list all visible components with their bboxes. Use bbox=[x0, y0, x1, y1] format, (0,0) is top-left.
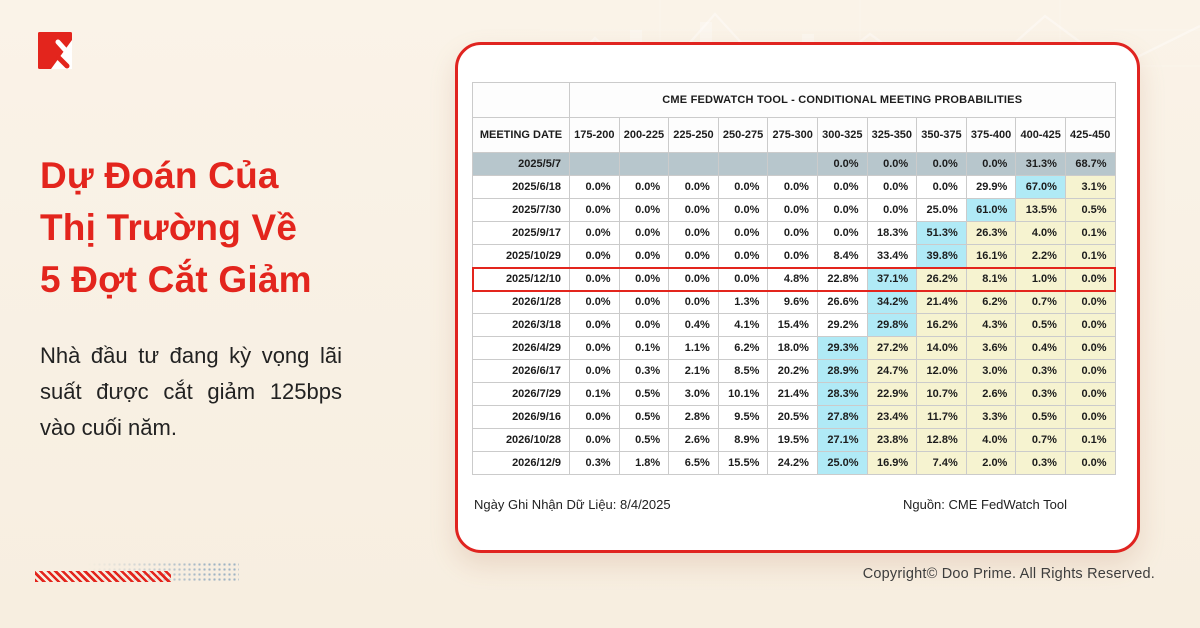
probability-cell: 0.3% bbox=[1016, 360, 1066, 383]
probability-cell: 0.0% bbox=[669, 222, 719, 245]
probability-cell: 21.4% bbox=[768, 383, 818, 406]
probability-cell: 0.0% bbox=[570, 268, 620, 291]
probability-cell: 0.0% bbox=[817, 199, 867, 222]
probability-cell: 26.3% bbox=[966, 222, 1016, 245]
table-row bbox=[473, 429, 1116, 452]
probability-cell: 0.1% bbox=[1065, 222, 1115, 245]
table-row bbox=[473, 176, 1116, 199]
meeting-date-cell: 2025/12/10 bbox=[473, 268, 570, 291]
probability-cell: 0.0% bbox=[570, 429, 620, 452]
meeting-date-cell: 2025/6/18 bbox=[473, 176, 570, 199]
probability-cell: 3.1% bbox=[1065, 176, 1115, 199]
probability-cell: 0.0% bbox=[570, 222, 620, 245]
probability-cell: 0.0% bbox=[570, 199, 620, 222]
probability-cell: 28.9% bbox=[817, 360, 867, 383]
probability-cell: 0.0% bbox=[1065, 268, 1115, 291]
probability-cell: 0.1% bbox=[1065, 245, 1115, 268]
page-title bbox=[40, 150, 385, 305]
title-line-2: Thị Trường Về bbox=[40, 206, 298, 248]
probability-cell: 0.0% bbox=[570, 337, 620, 360]
probability-cell: 16.9% bbox=[867, 452, 917, 475]
copyright-text: Copyright© Doo Prime. All Rights Reserved. bbox=[862, 566, 1155, 582]
probability-cell bbox=[619, 153, 669, 176]
table-row bbox=[473, 337, 1116, 360]
probability-cell: 0.1% bbox=[619, 337, 669, 360]
probability-cell: 24.7% bbox=[867, 360, 917, 383]
table-row bbox=[473, 406, 1116, 429]
probability-cell: 68.7% bbox=[1065, 153, 1115, 176]
probability-cell: 0.0% bbox=[867, 199, 917, 222]
probability-cell: 37.1% bbox=[867, 268, 917, 291]
probability-cell: 26.2% bbox=[917, 268, 967, 291]
probability-cell: 27.2% bbox=[867, 337, 917, 360]
probability-cell: 12.0% bbox=[917, 360, 967, 383]
probability-cell: 0.0% bbox=[718, 245, 768, 268]
probability-cell: 39.8% bbox=[917, 245, 967, 268]
probability-cell: 23.4% bbox=[867, 406, 917, 429]
meeting-date-cell: 2026/9/16 bbox=[473, 406, 570, 429]
probability-cell: 9.6% bbox=[768, 291, 818, 314]
range-header-row bbox=[473, 118, 1116, 153]
probability-cell: 3.6% bbox=[966, 337, 1016, 360]
probability-cell: 0.7% bbox=[1016, 429, 1066, 452]
probability-cell: 0.0% bbox=[619, 268, 669, 291]
probability-cell: 0.7% bbox=[1016, 291, 1066, 314]
probability-cell: 0.0% bbox=[619, 222, 669, 245]
probability-cell: 0.0% bbox=[1065, 314, 1115, 337]
probability-cell: 0.0% bbox=[718, 222, 768, 245]
probability-cell: 0.0% bbox=[768, 222, 818, 245]
probability-cell: 0.3% bbox=[1016, 452, 1066, 475]
doo-prime-logo-icon bbox=[38, 32, 74, 71]
rate-range-header: 225-250 bbox=[669, 118, 719, 153]
probability-cell: 25.0% bbox=[817, 452, 867, 475]
probability-cell: 6.5% bbox=[669, 452, 719, 475]
fedwatch-card bbox=[455, 42, 1140, 553]
probability-cell: 0.0% bbox=[718, 199, 768, 222]
probability-cell: 0.0% bbox=[917, 176, 967, 199]
probability-cell: 4.1% bbox=[718, 314, 768, 337]
probability-cell: 26.6% bbox=[817, 291, 867, 314]
probability-cell: 8.5% bbox=[718, 360, 768, 383]
probability-cell: 1.1% bbox=[669, 337, 719, 360]
meeting-date-cell: 2025/10/29 bbox=[473, 245, 570, 268]
rate-range-header: 400-425 bbox=[1016, 118, 1066, 153]
meeting-date-cell: 2026/1/28 bbox=[473, 291, 570, 314]
meeting-date-cell: 2026/7/29 bbox=[473, 383, 570, 406]
probability-cell: 0.1% bbox=[570, 383, 620, 406]
probability-cell: 2.6% bbox=[966, 383, 1016, 406]
probability-cell: 1.8% bbox=[619, 452, 669, 475]
probability-cell: 8.4% bbox=[817, 245, 867, 268]
probability-cell: 0.5% bbox=[1016, 406, 1066, 429]
bottom-left-decoration bbox=[35, 560, 245, 586]
probability-cell: 4.8% bbox=[768, 268, 818, 291]
probability-cell: 8.1% bbox=[966, 268, 1016, 291]
probability-cell: 0.0% bbox=[718, 176, 768, 199]
meeting-date-cell: 2026/6/17 bbox=[473, 360, 570, 383]
probability-cell: 0.0% bbox=[669, 245, 719, 268]
probability-cell: 0.0% bbox=[917, 153, 967, 176]
meeting-date-cell: 2025/9/17 bbox=[473, 222, 570, 245]
probability-cell: 20.5% bbox=[768, 406, 818, 429]
probability-cell: 0.0% bbox=[669, 199, 719, 222]
rate-range-header: 175-200 bbox=[570, 118, 620, 153]
probability-cell: 22.8% bbox=[817, 268, 867, 291]
probability-cell: 34.2% bbox=[867, 291, 917, 314]
probability-cell: 0.0% bbox=[1065, 337, 1115, 360]
probability-cell: 0.0% bbox=[669, 176, 719, 199]
probability-cell: 0.3% bbox=[619, 360, 669, 383]
probability-cell: 0.0% bbox=[619, 176, 669, 199]
rate-range-header: 200-225 bbox=[619, 118, 669, 153]
probability-cell: 18.0% bbox=[768, 337, 818, 360]
rate-range-header: 425-450 bbox=[1065, 118, 1115, 153]
data-record-date-label: Ngày Ghi Nhận Dữ Liệu: 8/4/2025 bbox=[474, 497, 671, 512]
probability-cell: 0.0% bbox=[768, 245, 818, 268]
probability-cell: 0.1% bbox=[1065, 429, 1115, 452]
probability-cell: 0.4% bbox=[669, 314, 719, 337]
probability-cell: 0.0% bbox=[817, 153, 867, 176]
probability-cell: 0.0% bbox=[570, 176, 620, 199]
table-row bbox=[473, 383, 1116, 406]
title-line-1: Dự Đoán Của bbox=[40, 155, 279, 196]
rate-range-header: 375-400 bbox=[966, 118, 1016, 153]
probability-cell: 0.0% bbox=[768, 176, 818, 199]
page-subtitle: Nhà đầu tư đang kỳ vọng lãi suất được cắt giảm 125bps vào cuối năm. bbox=[40, 343, 342, 441]
probability-cell: 0.0% bbox=[1065, 360, 1115, 383]
probability-cell: 15.5% bbox=[718, 452, 768, 475]
probability-cell: 3.0% bbox=[966, 360, 1016, 383]
probability-cell: 22.9% bbox=[867, 383, 917, 406]
table-row bbox=[473, 199, 1116, 222]
probability-cell bbox=[570, 153, 620, 176]
probability-cell: 0.0% bbox=[1065, 406, 1115, 429]
rate-range-header: 300-325 bbox=[817, 118, 867, 153]
probability-cell: 23.8% bbox=[867, 429, 917, 452]
probability-cell: 16.2% bbox=[917, 314, 967, 337]
probability-cell: 4.3% bbox=[966, 314, 1016, 337]
table-row bbox=[473, 452, 1116, 475]
probability-cell: 0.0% bbox=[669, 268, 719, 291]
probability-cell: 10.1% bbox=[718, 383, 768, 406]
probability-cell bbox=[768, 153, 818, 176]
probability-cell: 8.9% bbox=[718, 429, 768, 452]
probability-cell: 6.2% bbox=[718, 337, 768, 360]
meeting-date-cell: 2026/12/9 bbox=[473, 452, 570, 475]
rate-range-header: 325-350 bbox=[867, 118, 917, 153]
corner-cell bbox=[473, 83, 570, 118]
table-row bbox=[473, 291, 1116, 314]
probability-cell bbox=[669, 153, 719, 176]
probability-cell: 0.0% bbox=[570, 406, 620, 429]
rate-range-header: 250-275 bbox=[718, 118, 768, 153]
table-row bbox=[473, 360, 1116, 383]
meeting-date-cell: 2026/4/29 bbox=[473, 337, 570, 360]
probability-cell: 31.3% bbox=[1016, 153, 1066, 176]
table-row bbox=[473, 314, 1116, 337]
meeting-date-header: MEETING DATE bbox=[473, 118, 570, 153]
table-row bbox=[473, 222, 1116, 245]
probability-cell: 0.5% bbox=[619, 383, 669, 406]
table-row bbox=[473, 245, 1116, 268]
probability-cell: 14.0% bbox=[917, 337, 967, 360]
probability-cell: 11.7% bbox=[917, 406, 967, 429]
source-label: Nguồn: CME FedWatch Tool bbox=[902, 497, 1067, 512]
probability-cell: 2.6% bbox=[669, 429, 719, 452]
probability-cell: 0.5% bbox=[1065, 199, 1115, 222]
probability-cell: 29.9% bbox=[966, 176, 1016, 199]
probability-cell: 2.1% bbox=[669, 360, 719, 383]
probability-cell: 28.3% bbox=[817, 383, 867, 406]
meeting-date-cell: 2025/7/30 bbox=[473, 199, 570, 222]
probability-cell: 1.3% bbox=[718, 291, 768, 314]
probability-cell: 0.4% bbox=[1016, 337, 1066, 360]
rate-range-header: 275-300 bbox=[768, 118, 818, 153]
probability-cell: 0.0% bbox=[1065, 383, 1115, 406]
probability-cell: 12.8% bbox=[917, 429, 967, 452]
red-hatch-bar bbox=[35, 571, 171, 582]
probability-cell: 0.0% bbox=[619, 245, 669, 268]
probability-cell: 10.7% bbox=[917, 383, 967, 406]
probability-cell: 67.0% bbox=[1016, 176, 1066, 199]
probability-cell: 0.0% bbox=[718, 268, 768, 291]
probability-cell: 3.0% bbox=[669, 383, 719, 406]
probability-cell: 0.0% bbox=[619, 199, 669, 222]
probability-cell bbox=[718, 153, 768, 176]
probability-cell: 0.3% bbox=[1016, 383, 1066, 406]
card-footer bbox=[474, 497, 1067, 512]
probability-cell: 20.2% bbox=[768, 360, 818, 383]
probability-cell: 0.5% bbox=[619, 406, 669, 429]
probability-cell: 7.4% bbox=[917, 452, 967, 475]
probability-cell: 15.4% bbox=[768, 314, 818, 337]
probability-cell: 29.2% bbox=[817, 314, 867, 337]
probability-cell: 18.3% bbox=[867, 222, 917, 245]
probability-cell: 4.0% bbox=[966, 429, 1016, 452]
probability-cell: 4.0% bbox=[1016, 222, 1066, 245]
probability-cell: 0.0% bbox=[570, 360, 620, 383]
probability-cell: 1.0% bbox=[1016, 268, 1066, 291]
probability-cell: 0.5% bbox=[619, 429, 669, 452]
probability-cell: 19.5% bbox=[768, 429, 818, 452]
probability-cell: 0.0% bbox=[867, 176, 917, 199]
fedwatch-table-container bbox=[472, 82, 1116, 475]
table-title: CME FEDWATCH TOOL - CONDITIONAL MEETING PROBABILITIES bbox=[570, 83, 1116, 118]
probability-cell: 0.0% bbox=[619, 314, 669, 337]
probability-cell: 27.8% bbox=[817, 406, 867, 429]
probability-cell: 0.0% bbox=[570, 314, 620, 337]
probability-cell: 0.0% bbox=[570, 291, 620, 314]
meeting-date-cell: 2026/10/28 bbox=[473, 429, 570, 452]
probability-cell: 21.4% bbox=[917, 291, 967, 314]
probability-cell: 29.8% bbox=[867, 314, 917, 337]
fedwatch-table-body bbox=[473, 153, 1116, 475]
probability-cell: 24.2% bbox=[768, 452, 818, 475]
probability-cell: 9.5% bbox=[718, 406, 768, 429]
table-row bbox=[473, 268, 1116, 291]
probability-cell: 51.3% bbox=[917, 222, 967, 245]
probability-cell: 2.2% bbox=[1016, 245, 1066, 268]
probability-cell: 0.0% bbox=[1065, 291, 1115, 314]
probability-cell: 0.0% bbox=[867, 153, 917, 176]
rate-range-header: 350-375 bbox=[917, 118, 967, 153]
probability-cell: 13.5% bbox=[1016, 199, 1066, 222]
probability-cell: 0.0% bbox=[619, 291, 669, 314]
probability-cell: 27.1% bbox=[817, 429, 867, 452]
probability-cell: 0.0% bbox=[817, 222, 867, 245]
probability-cell: 0.5% bbox=[1016, 314, 1066, 337]
probability-cell: 33.4% bbox=[867, 245, 917, 268]
title-line-3: 5 Đợt Cắt Giảm bbox=[40, 258, 312, 300]
meeting-date-cell: 2026/3/18 bbox=[473, 314, 570, 337]
probability-cell: 16.1% bbox=[966, 245, 1016, 268]
probability-cell: 6.2% bbox=[966, 291, 1016, 314]
probability-cell: 0.0% bbox=[570, 245, 620, 268]
meeting-date-cell: 2025/5/7 bbox=[473, 153, 570, 176]
probability-cell: 0.0% bbox=[669, 291, 719, 314]
fedwatch-probability-table bbox=[472, 82, 1116, 475]
table-row bbox=[473, 153, 1116, 176]
probability-cell: 2.0% bbox=[966, 452, 1016, 475]
probability-cell: 0.0% bbox=[1065, 452, 1115, 475]
probability-cell: 0.0% bbox=[817, 176, 867, 199]
probability-cell: 61.0% bbox=[966, 199, 1016, 222]
group-header-row bbox=[473, 83, 1116, 118]
probability-cell: 0.0% bbox=[768, 199, 818, 222]
probability-cell: 0.0% bbox=[966, 153, 1016, 176]
probability-cell: 29.3% bbox=[817, 337, 867, 360]
probability-cell: 0.3% bbox=[570, 452, 620, 475]
probability-cell: 2.8% bbox=[669, 406, 719, 429]
left-text-panel bbox=[40, 150, 385, 446]
probability-cell: 3.3% bbox=[966, 406, 1016, 429]
probability-cell: 25.0% bbox=[917, 199, 967, 222]
